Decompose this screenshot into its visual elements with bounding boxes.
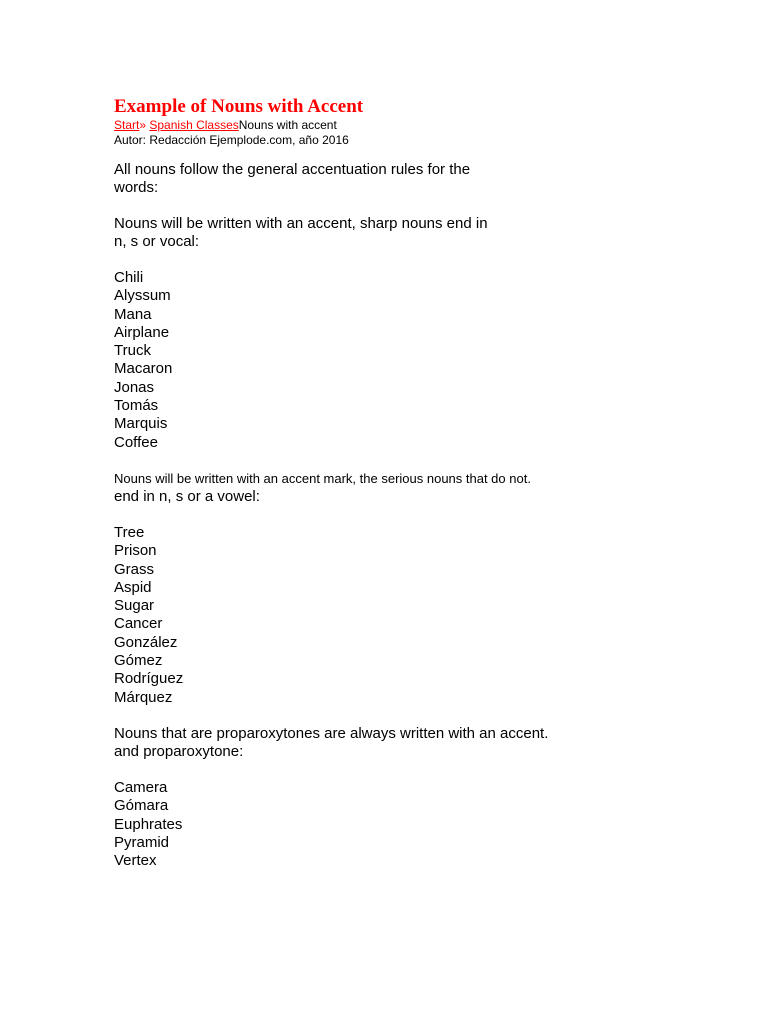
intro-paragraph bbox=[114, 161, 734, 197]
spacer bbox=[114, 707, 734, 725]
list-item: Cancer bbox=[114, 615, 163, 633]
list-item: Gómara bbox=[114, 797, 169, 815]
intro-line-2: words: bbox=[114, 179, 159, 196]
list-item: Alyssum bbox=[114, 287, 171, 305]
list-item: Mana bbox=[114, 305, 152, 323]
page-title: Example of Nouns with Accent bbox=[114, 96, 364, 117]
section-3-line-2: and proparoxytone: bbox=[114, 742, 244, 760]
list-item: Euphrates bbox=[114, 815, 183, 833]
list-item: Airplane bbox=[114, 323, 170, 341]
list-item: Márquez bbox=[114, 688, 173, 706]
list-item: Pyramid bbox=[114, 833, 170, 851]
author-line: Autor: Redacción Ejemplode.com, año 2016 bbox=[114, 133, 349, 147]
spacer bbox=[114, 761, 734, 779]
list-item: Jonas bbox=[114, 378, 155, 396]
document-page bbox=[114, 96, 734, 870]
list-item: Chili bbox=[114, 269, 144, 286]
section-3-line-1: Nouns that are proparoxytones are always written with an accent. bbox=[114, 724, 549, 742]
section-3-word-list bbox=[114, 779, 734, 870]
section-3-heading bbox=[114, 725, 734, 761]
spacer bbox=[114, 197, 734, 215]
list-item: Aspid bbox=[114, 578, 152, 596]
list-item: Macaron bbox=[114, 360, 173, 378]
spacer bbox=[114, 452, 734, 470]
list-item: Coffee bbox=[114, 433, 158, 451]
breadcrumb-current: Nouns with accent bbox=[238, 118, 337, 132]
section-2-line-2: end in n, s or a vowel: bbox=[114, 487, 260, 505]
breadcrumb-separator: » bbox=[139, 118, 147, 132]
breadcrumb bbox=[114, 118, 734, 133]
spacer bbox=[114, 147, 734, 161]
list-item: Camera bbox=[114, 778, 168, 796]
section-2-word-list bbox=[114, 524, 734, 707]
section-2-heading bbox=[114, 470, 734, 506]
section-2-line-1: Nouns will be written with an accent mark, the serious nouns that do not. bbox=[114, 470, 531, 486]
breadcrumb-link-spanish-classes[interactable]: Spanish Classes bbox=[149, 118, 239, 132]
list-item: González bbox=[114, 633, 178, 651]
spacer bbox=[114, 506, 734, 524]
list-item: Tomás bbox=[114, 397, 159, 415]
list-item: Marquis bbox=[114, 415, 168, 433]
section-1-word-list bbox=[114, 269, 734, 452]
intro-line-1: All nouns follow the general accentuation rules for the bbox=[114, 161, 471, 178]
breadcrumb-link-start[interactable]: Start bbox=[114, 118, 140, 132]
list-item: Prison bbox=[114, 542, 157, 560]
section-1-line-2: n, s or vocal: bbox=[114, 233, 200, 250]
list-item: Vertex bbox=[114, 852, 157, 870]
list-item: Rodríguez bbox=[114, 670, 184, 688]
list-item: Sugar bbox=[114, 597, 155, 615]
list-item: Tree bbox=[114, 523, 145, 541]
spacer bbox=[114, 251, 734, 269]
list-item: Grass bbox=[114, 560, 155, 578]
list-item: Truck bbox=[114, 342, 151, 360]
list-item: Gómez bbox=[114, 652, 163, 670]
section-1-heading bbox=[114, 215, 734, 251]
section-1-line-1: Nouns will be written with an accent, sharp nouns end in bbox=[114, 215, 488, 232]
